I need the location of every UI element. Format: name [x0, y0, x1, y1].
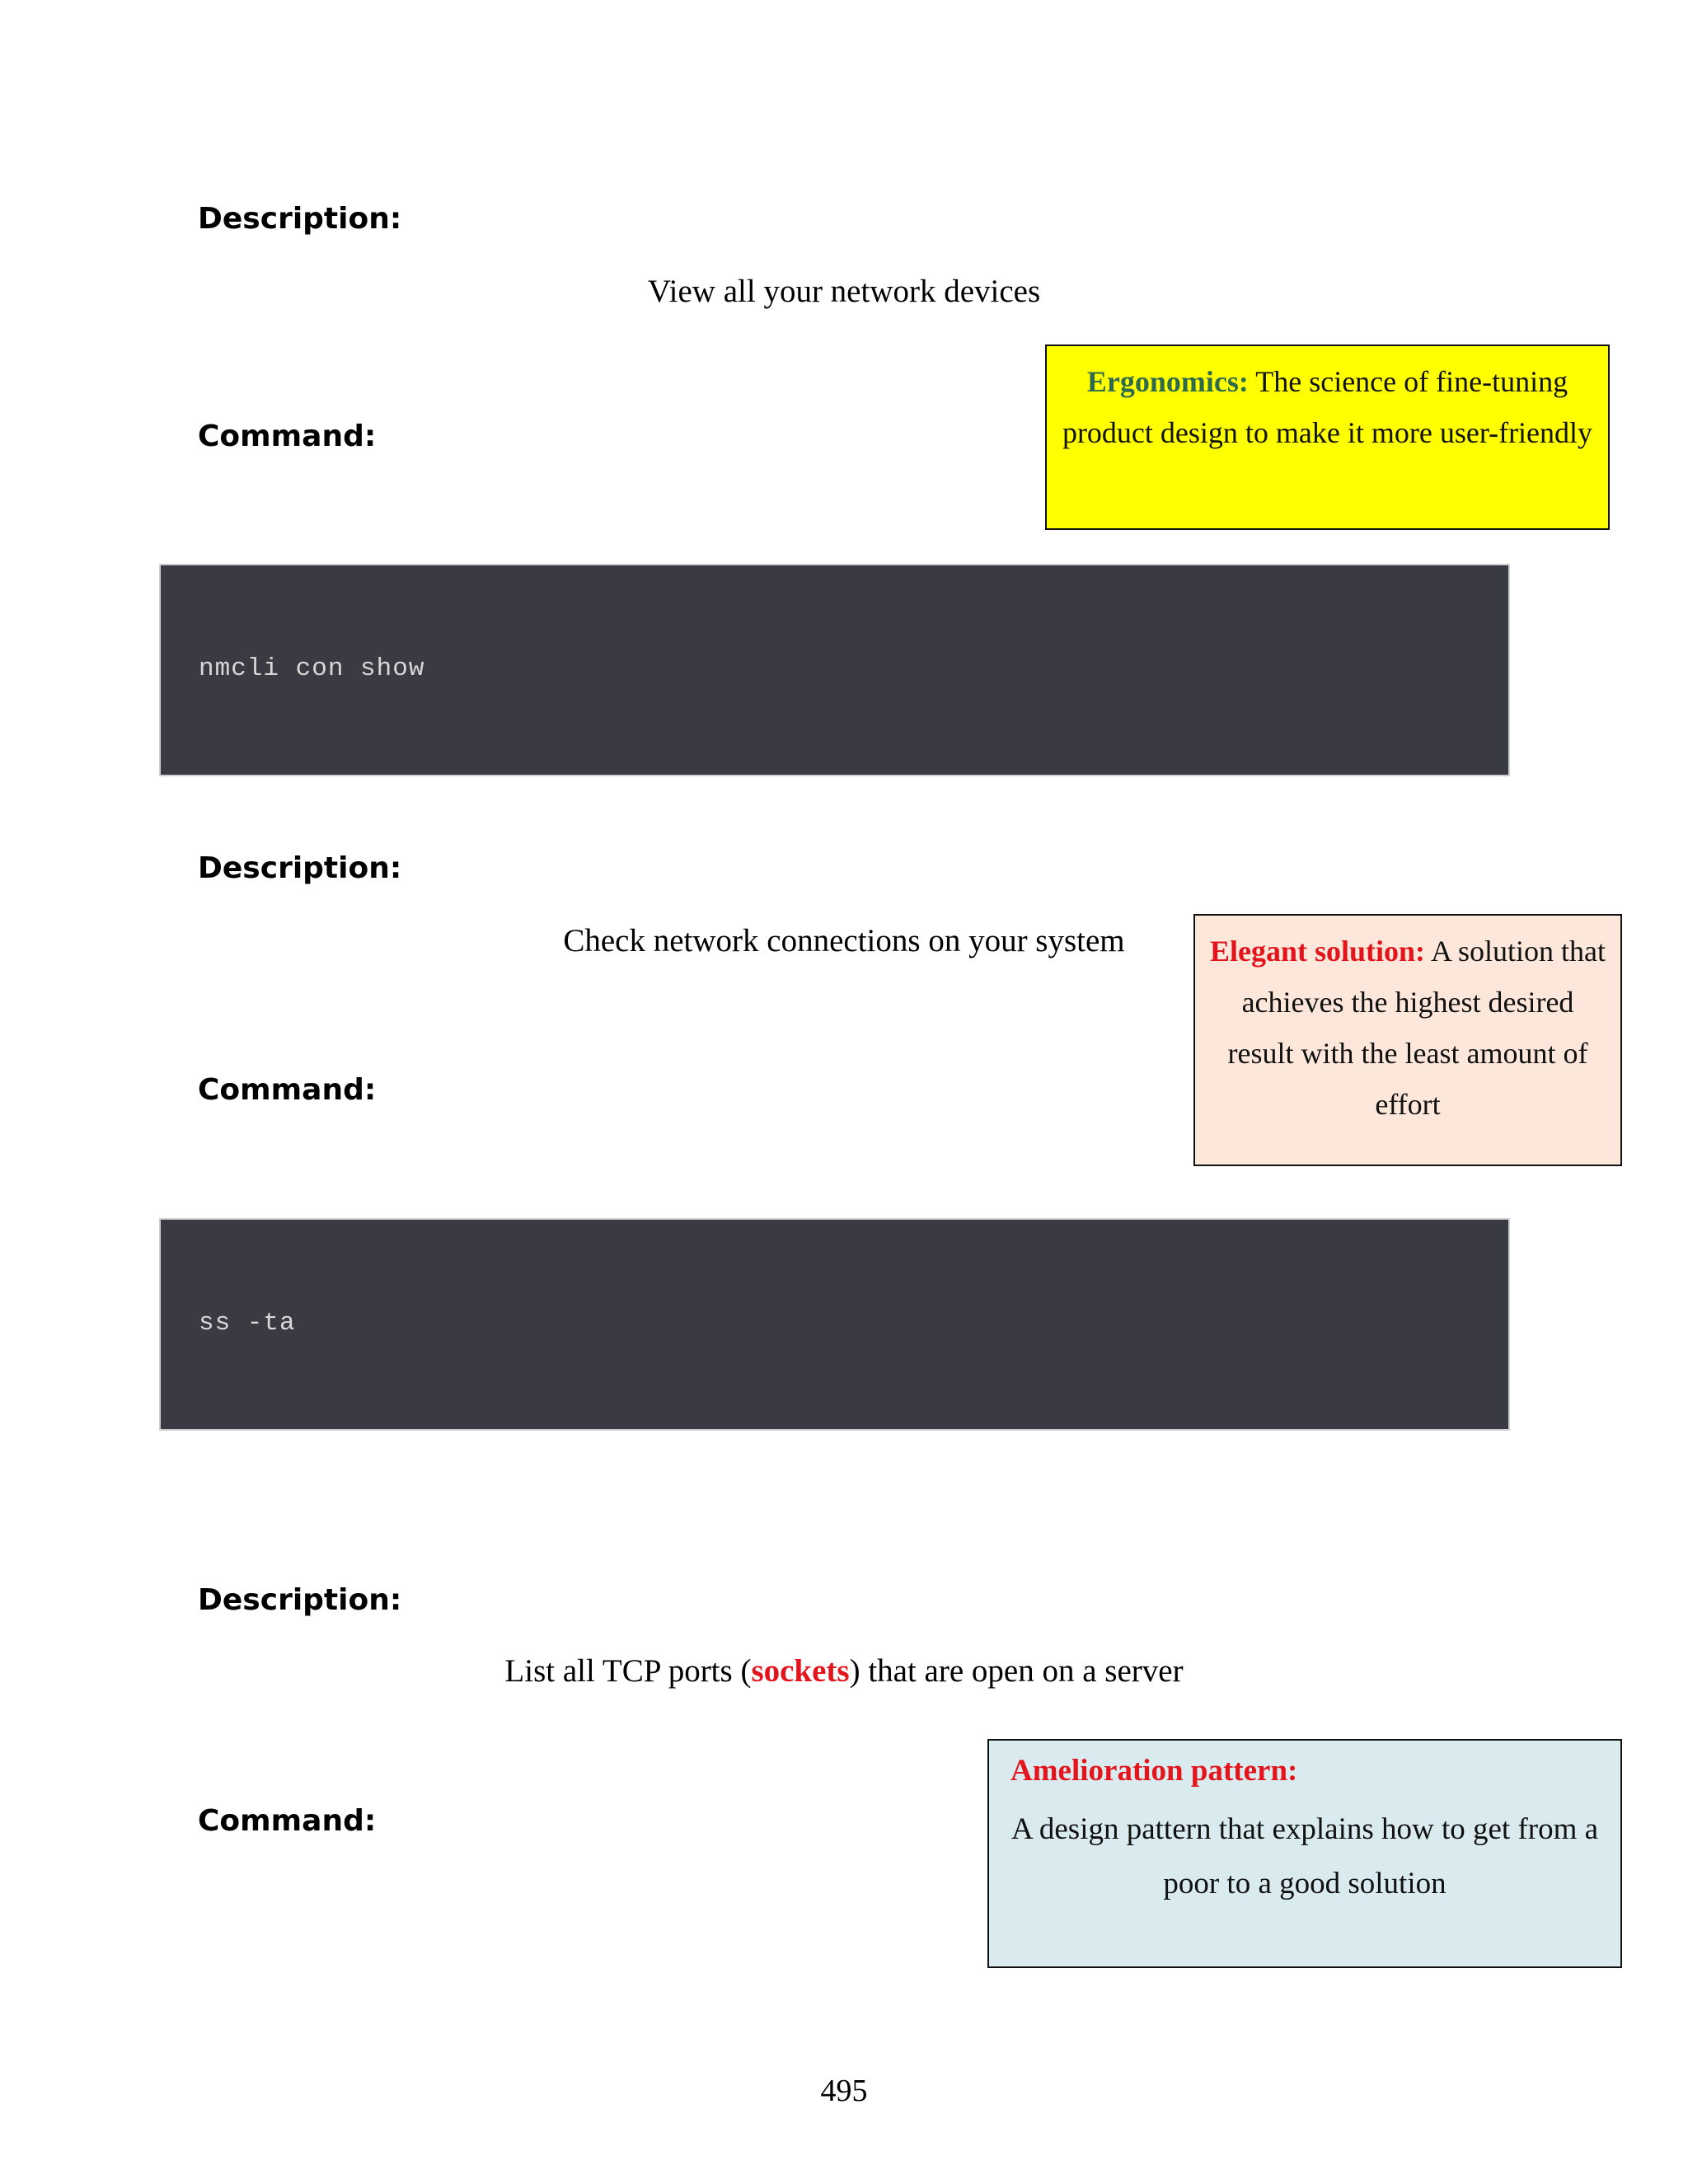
- description-heading: Description:: [198, 1583, 402, 1617]
- command-code[interactable]: nmcli con show: [199, 654, 425, 683]
- code-block: [159, 564, 1510, 776]
- callout-amelioration-pattern: [987, 1739, 1622, 1968]
- callout-definition: The science of fine-tuning product design to make it more user-friendly: [1062, 365, 1593, 449]
- description-text: View all your network devices: [647, 274, 1041, 309]
- callout-term: Ergonomics:: [1086, 365, 1249, 398]
- sockets-term: sockets: [751, 1653, 850, 1689]
- code-block: [159, 1218, 1510, 1431]
- description-heading: Description:: [198, 202, 402, 236]
- description-heading: Description:: [198, 851, 402, 885]
- description-text: Check network connections on your system: [563, 923, 1125, 958]
- command-code[interactable]: ss -ta: [199, 1309, 296, 1338]
- description-text-part: ) that are open on a server: [849, 1653, 1184, 1689]
- callout-term: Amelioration pattern:: [1010, 1754, 1298, 1788]
- page-number: 495: [820, 2074, 868, 2108]
- callout-elegant-solution: [1193, 914, 1622, 1166]
- callout-definition: A solution that achieves the highest desired result with the least amount of effort: [1227, 935, 1606, 1121]
- description-text: [0, 1655, 1688, 1687]
- command-heading: Command:: [198, 1073, 377, 1107]
- description-text-part: List all TCP ports (: [504, 1653, 752, 1689]
- command-heading: Command:: [198, 419, 377, 453]
- command-heading: Command:: [198, 1804, 377, 1838]
- callout-term: Elegant solution:: [1209, 935, 1425, 968]
- callout-definition: A design pattern that explains how to get from a poor to a good solution: [1010, 1812, 1599, 1900]
- callout-ergonomics: [1045, 344, 1610, 530]
